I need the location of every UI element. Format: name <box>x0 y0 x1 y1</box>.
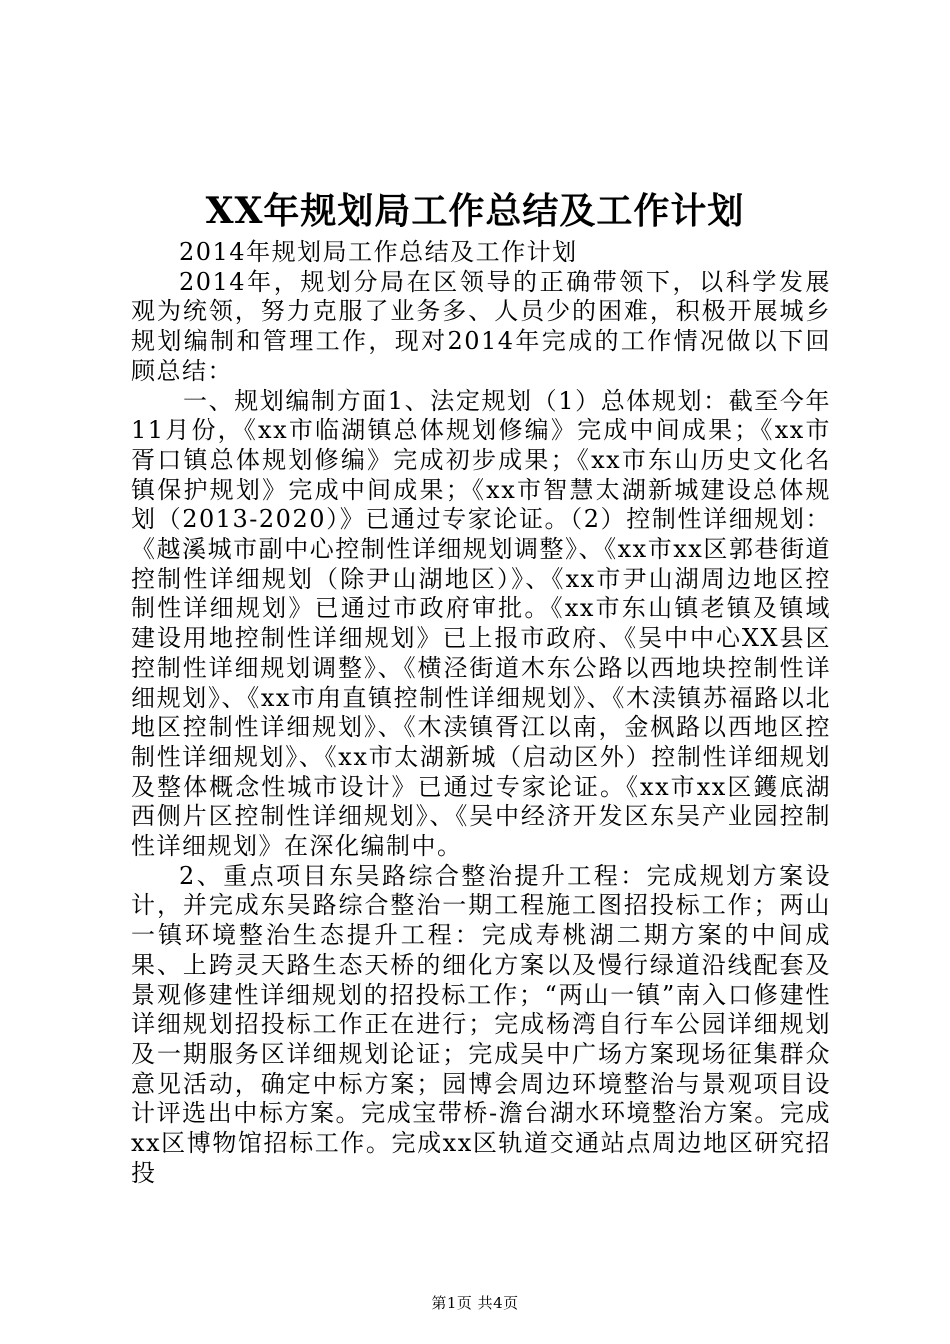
intro-paragraph: 2014年，规划分局在区领导的正确带领下，以科学发展观为统领，努力克服了业务多、人员少的困难，积极开展城乡规划编制和管理工作，现对2014年完成的工作情况做以下回顾总结： <box>131 267 831 385</box>
document-title: XX年规划局工作总结及工作计划 <box>205 190 745 232</box>
document-body <box>131 238 831 1189</box>
key-projects-paragraph: 2、重点项目东吴路综合整治提升工程：完成规划方案设计，并完成东吴路综合整治一期工程施工图招投标工作；两山一镇环境整治生态提升工程：完成寿桃湖二期方案的中间成果、上跨灵天路生态天桥的细化方案以及慢行绿道沿线配套及景观修建性详细规划的招投标工作；“两山一镇”南入口修建性详细规划招投标工作正在进行；完成杨湾自行车公园详细规划及一期服务区详细规划论证；完成吴中广场方案现场征集群众意见活动，确定中标方案；园博会周边环境整治与景观项目设计评选出中标方案。完成宝带桥-澹台湖水环境整治方案。完成xx区博物馆招标工作。完成xx区轨道交通站点周边地区研究招投 <box>131 861 831 1187</box>
planning-section-paragraph: 一、规划编制方面1、法定规划（1）总体规划：截至今年11月份，《xx市临湖镇总体规划修编》完成中间成果；《xx市胥口镇总体规划修编》完成初步成果；《xx市东山历史文化名镇保护规划》完成中间成果；《xx市智慧太湖新城建设总体规划（2013-2020）》已通过专家论证。（2）控制性详细规划：《越溪城市副中心控制性详细规划调整》、《xx市xx区郭巷街道控制性详细规划（除尹山湖地区）》、《xx市尹山湖周边地区控制性详细规划》已通过市政府审批。《xx市东山镇老镇及镇域建设用地控制性详细规划》已上报市政府、《吴中中心XX县区控制性详细规划调整》、《横泾街道木东公路以西地块控制性详细规划》、《xx市甪直镇控制性详细规划》、《木渎镇苏福路以北地区控制性详细规划》、《木渎镇胥江以南，金枫路以西地区控制性详细规划》、《xx市太湖新城（启动区外）控制性详细规划及整体概念性城市设计》已通过专家论证。《xx市xx区鑊底湖西侧片区控制性详细规划》、《吴中经济开发区东吴产业园控制性详细规划》在深化编制中。 <box>131 386 831 861</box>
page-number-footer: 第1页 共4页 <box>431 1294 519 1312</box>
subtitle-paragraph: 2014年规划局工作总结及工作计划 <box>179 238 578 266</box>
